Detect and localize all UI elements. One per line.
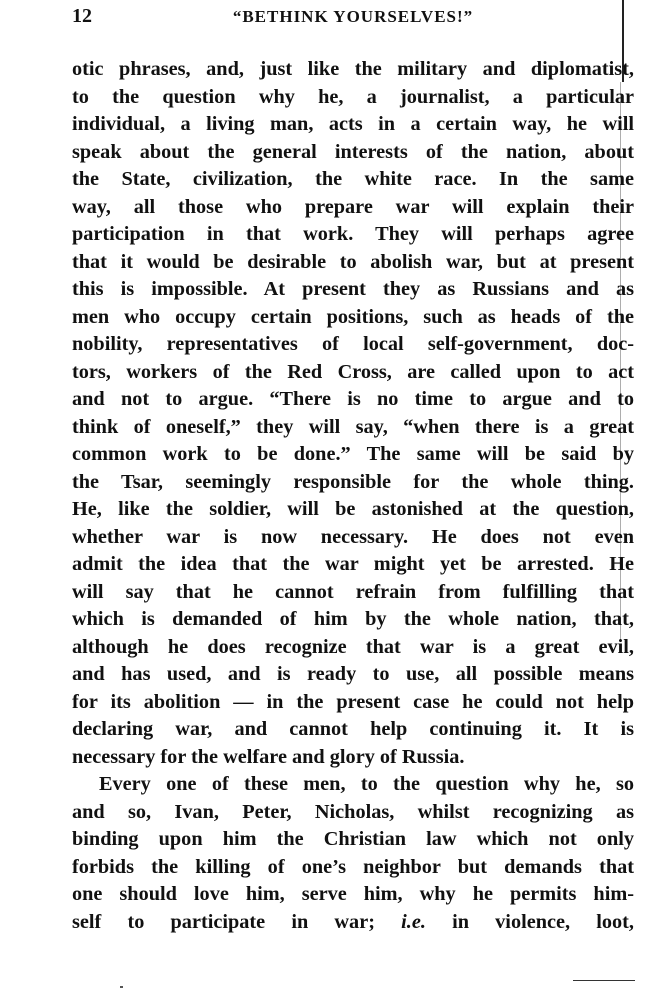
text-line: binding upon him the Christian law which not only (72, 828, 634, 850)
text-fragment: self to participate in war; (72, 910, 375, 933)
text-line: He, like the soldier, will be astonished at the question, (72, 498, 634, 520)
text-line: and so, Ivan, Peter, Nicholas, whilst recognizing as (72, 800, 634, 823)
text-line: declaring war, and cannot help continuing it. It is (72, 718, 634, 740)
text-line: for its abolition — in the present case he could not help (72, 690, 634, 713)
text-line: way, all those who prepare war will explain their (72, 195, 634, 218)
text-line: although he does recognize that war is a great evil, (72, 635, 634, 658)
text-line-last (72, 909, 634, 937)
text-line: the State, civilization, the white race. In the same (72, 168, 634, 190)
running-title: “BETHINK YOURSELVES!” (232, 7, 474, 26)
text-line: and has used, and is ready to use, all possible means (72, 663, 634, 685)
text-line: otic phrases, and, just like the military and diplomatist, (72, 58, 634, 80)
text-line: individual, a living man, acts in a certain way, he will (72, 113, 634, 135)
text-line: speak about the general interests of the nation, about (72, 140, 634, 163)
footer-rule (573, 980, 635, 981)
text-line: admit the idea that the war might yet be arrested. He (72, 553, 634, 575)
text-line: which is demanded of him by the whole nation, that, (72, 608, 634, 630)
text-line: one should love him, serve him, why he permits him- (72, 883, 634, 905)
text-line: forbids the killing of one’s neighbor but demands that (72, 855, 634, 878)
text-line: that it would be desirable to abolish war, but at present (72, 250, 634, 273)
italic-ie: i.e. (401, 910, 426, 933)
text-line: tors, workers of the Red Cross, are called upon to act (72, 360, 634, 383)
text-line: and not to argue. “There is no time to argue and to (72, 388, 634, 410)
text-line: this is impossible. At present they as Russians and as (72, 278, 634, 300)
text-fragment: in violence, loot, (425, 910, 634, 933)
text-line: think of oneself,” they will say, “when there is a great (72, 415, 634, 438)
text-line: common work to be done.” The same will be said by (72, 443, 634, 465)
text-line: Every one of these men, to the question why he, so (99, 773, 634, 795)
body-text (72, 56, 634, 936)
text-line: whether war is now necessary. He does not even (72, 525, 634, 548)
text-line: nobility, representatives of local self-government, doc- (72, 333, 634, 355)
text-line: to the question why he, a journalist, a particular (72, 85, 634, 108)
page-header (72, 5, 634, 31)
text-line: the Tsar, seemingly responsible for the whole thing. (72, 470, 634, 493)
text-line: participation in that work. They will perhaps agree (72, 223, 634, 245)
text-line: men who occupy certain positions, such as heads of the (72, 305, 634, 328)
text-line: will say that he cannot refrain from fulfilling that (72, 580, 634, 603)
text-line: necessary for the welfare and glory of Russia. (72, 745, 465, 768)
print-speck (120, 986, 123, 988)
page-number: 12 (72, 5, 92, 27)
